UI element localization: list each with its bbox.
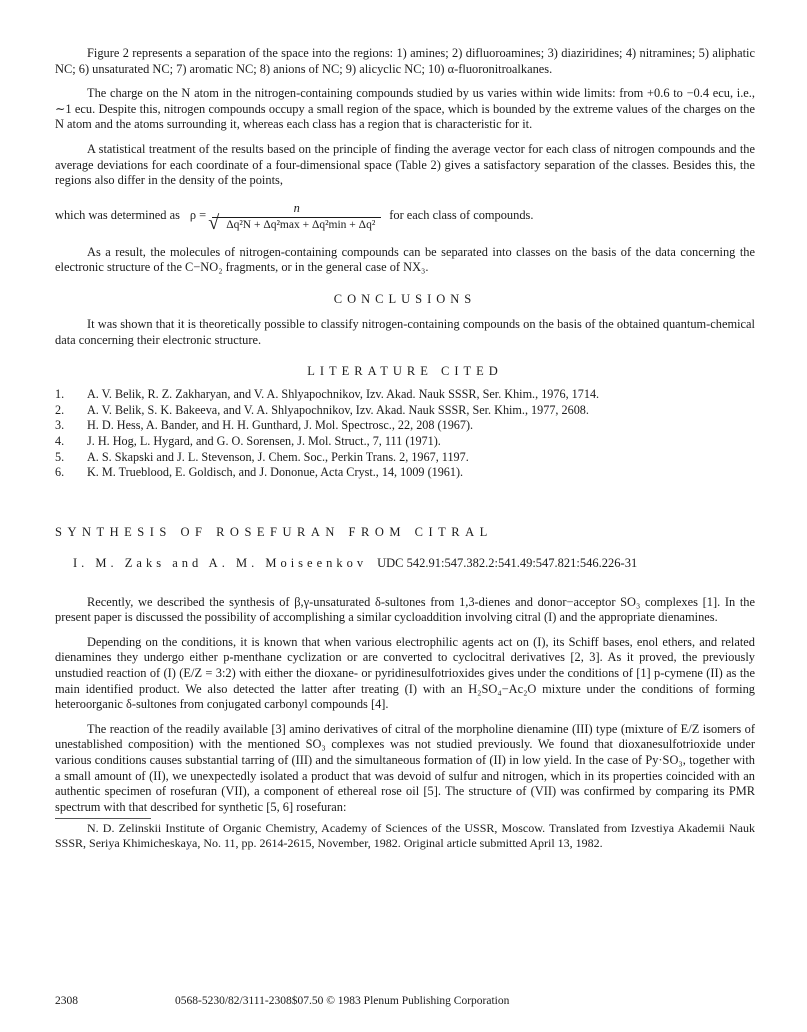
density-formula xyxy=(55,201,755,231)
article-byline xyxy=(55,556,755,571)
formula-lhs: ρ = xyxy=(189,208,207,223)
paragraph-result: As a result, the molecules of nitrogen-containing compounds can be separated into classes on the basis of the data concerning the electronic structure of the C−NO₂ fragments, or in the general case of NX₃. xyxy=(55,244,755,275)
copyright-line: 0568-5230/82/3111-2308$07.50 © 1983 Plenum Publishing Corporation xyxy=(175,995,510,1007)
footnote: N. D. Zelinskii Institute of Organic Chemistry, Academy of Sciences of the USSR, Moscow. Translated from Izvestiya Akademii Nauk SSSR, Seriya Khimicheskaya, No. 11, pp. 2614-2615, November, 1982. Original article submitted April 13, 1982. xyxy=(55,821,755,851)
reference-text: A. V. Belik, S. K. Bakeeva, and V. A. Shlyapochnikov, Izv. Akad. Nauk SSSR, Ser. Khim., 1977, 2608. xyxy=(87,402,589,417)
formula-denominator: √ Δq²N + Δq²max + Δq²min + Δq² xyxy=(212,217,381,231)
reference-number: 6. xyxy=(55,465,65,480)
reference-text: K. M. Trueblood, E. Goldisch, and J. Dononue, Acta Cryst., 14, 1009 (1961). xyxy=(87,465,464,480)
conclusions-heading: CONCLUSIONS xyxy=(333,291,477,306)
reference-number: 4. xyxy=(55,433,65,448)
article-paragraph-reaction: The reaction of the readily available [3] amino derivatives of citral of the morpholine dienamine (III) type (mixture of E/Z isomers of unestablished composition) with the mentioned SO₃ complexes was not studied previously. We found that dioxanesulfotrioxide under various conditions causes substantial tarring of (III) and the simultaneous formation of (II) in low yield. In the case of Py·SO₃, together with a small amount of (II), we unexpectedly isolated a product that was devoid of sulfur and nitrogen, which in its properties coincided with an authentic specimen of rosefuran (VII), a component of ethereal rose oil [5]. The structure of (VII) was confirmed by comparing its PMR spectrum with that described for synthetic [5, 6] rosefuran: xyxy=(55,721,755,814)
literature-heading: LITERATURE CITED xyxy=(307,364,503,379)
reference-item xyxy=(55,450,755,466)
reference-text: A. V. Belik, R. Z. Zakharyan, and V. A. Shlyapochnikov, Izv. Akad. Nauk SSSR, Ser. Khim., 1976, 1714. xyxy=(87,387,600,402)
reference-number: 1. xyxy=(55,387,65,402)
reference-number: 3. xyxy=(55,418,65,433)
paragraph-charge: The charge on the N atom in the nitrogen-containing compounds studied by us varies within wide limits: from +0.6 to −0.4 ecu, i.e., ∼1 ecu. Despite this, nitrogen compounds occupy a small region of the space, which is bounded by the extreme values of the charges on the N atom and the atoms surrounding it, whereas each class has a region that is characteristic for it. xyxy=(55,86,755,132)
reference-item xyxy=(55,434,755,450)
reference-text: H. D. Hess, A. Bander, and H. H. Gunthard, J. Mol. Spectrosc., 22, 208 (1967). xyxy=(87,418,474,433)
reference-number: 5. xyxy=(55,449,65,464)
paper-page xyxy=(55,0,755,1032)
reference-item xyxy=(55,403,755,419)
reference-item xyxy=(55,387,755,403)
reference-item xyxy=(55,418,755,434)
page-footer xyxy=(55,995,755,1007)
reference-number: 2. xyxy=(55,402,65,417)
article-paragraph-intro: Recently, we described the synthesis of β,γ-unsaturated δ-sultones from 1,3-dienes and donor−acceptor SO₃ complexes [1]. In the present paper is discussed the possibility of accomplishing a similar cycloaddition involving citral (I) and the appropriate dienamines. xyxy=(55,594,755,625)
footnote-rule xyxy=(55,818,151,819)
article-paragraph-conditions: Depending on the conditions, it is known that when various electrophilic agents act on (I), its Schiff bases, enol ethers, and related dienamines they undergo either p-menthane cyclization or are converted to cyclocitral derivatives [2, 3]. As it proved, the previously unstudied reaction of (I) (E/Z = 3:2) with either the dioxane- or pyridinesulfotrioxides gives under the conditions of [1] p-cymene (II) as the main identified product. We also detected the latter after treating (I) with an H₂SO₄−Ac₂O mixture under the conditions of forming heteroorganic δ-sultones from conjugated carbonyl compounds [4]. xyxy=(55,634,755,712)
page-number: 2308 xyxy=(55,995,78,1007)
paragraph-regions: Figure 2 represents a separation of the space into the regions: 1) amines; 2) difluoroamines; 3) diaziridines; 4) nitramines; 5) aliphatic NC; 6) unsaturated NC; 7) aromatic NC; 8) anions of NC; 9) alicyclic NC; 10) α-fluoronitroalkanes. xyxy=(55,46,755,76)
udc-code: UDC 542.91:547.382.2:541.49:547.821:546.226-31 xyxy=(377,555,638,570)
article-title: SYNTHESIS OF ROSEFURAN FROM CITRAL xyxy=(55,524,493,539)
conclusions-text: It was shown that it is theoretically possible to classify nitrogen-containing compounds on the basis of the obtained quantum-chemical data concerning their electronic structure. xyxy=(55,316,755,347)
reference-item xyxy=(55,465,755,481)
reference-text: A. S. Skapski and J. L. Stevenson, J. Chem. Soc., Perkin Trans. 2, 1967, 1197. xyxy=(87,449,469,464)
paragraph-statistical: A statistical treatment of the results based on the principle of finding the average vector for each class of nitrogen compounds and the average deviations for each coordinate of a four-dimensional space (Table 2) gives a satisfactory separation of the classes. Besides this, the regions also differ in the density of the points, xyxy=(55,141,755,188)
formula-lead: which was determined as xyxy=(55,208,180,223)
article-authors: I. M. Zaks and A. M. Moiseenkov xyxy=(73,555,368,570)
reference-list xyxy=(55,387,755,481)
formula-numerator: n xyxy=(293,200,300,215)
formula-tail: for each class of compounds. xyxy=(389,208,534,223)
formula-fraction xyxy=(212,201,381,231)
reference-text: J. H. Hog, L. Hygard, and G. O. Sorensen, J. Mol. Struct., 7, 111 (1971). xyxy=(87,433,441,448)
